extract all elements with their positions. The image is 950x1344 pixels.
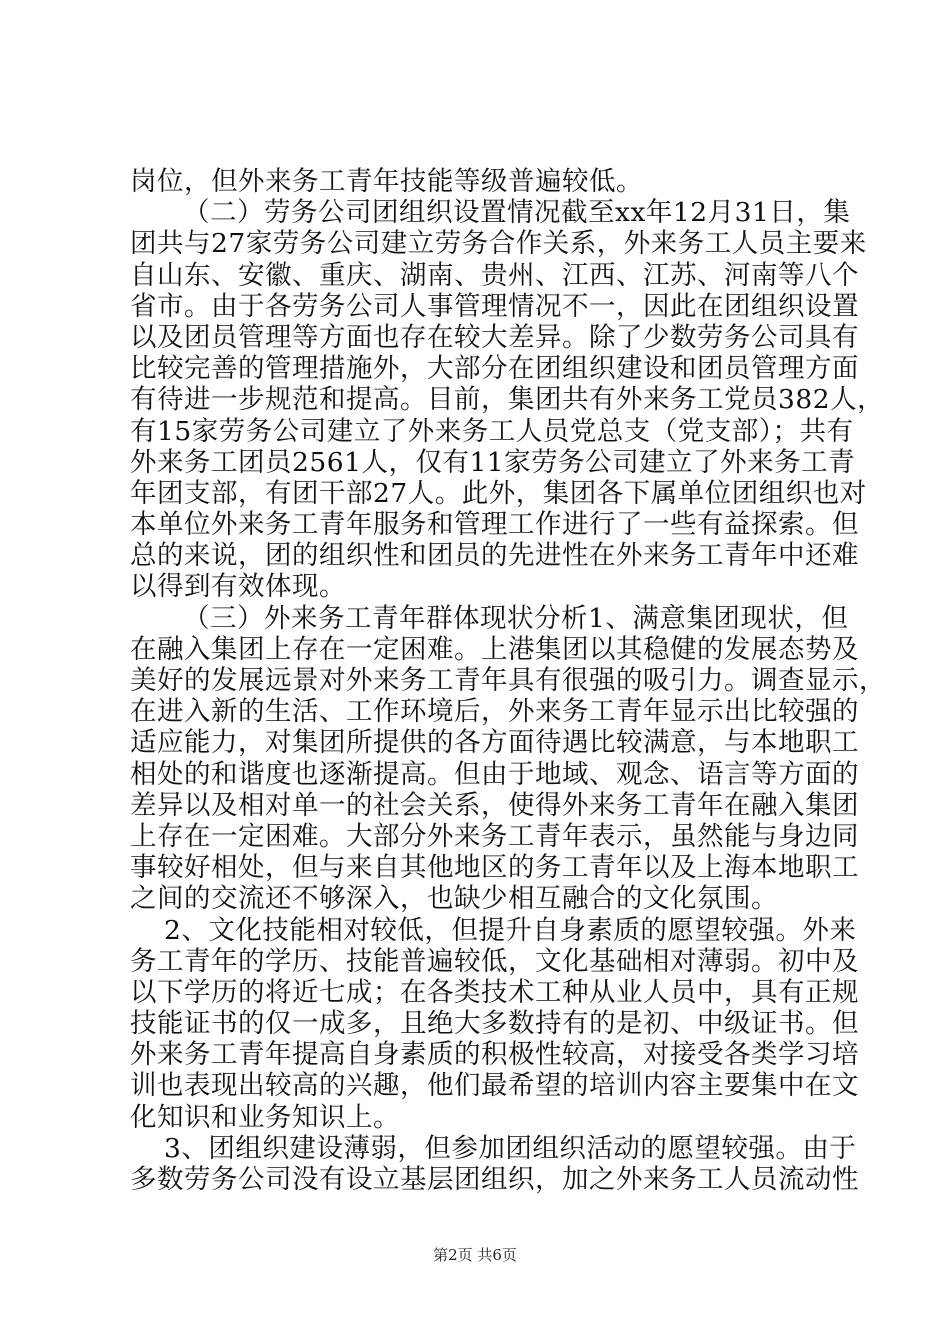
page-number-footer: 第2页 共6页	[433, 1246, 517, 1264]
text-line: 外来务工团员2561人，仅有11家劳务公司建立了外来务工青	[130, 447, 856, 478]
text-line: 之间的交流还不够深入，也缺少相互融合的文化氛围。	[130, 883, 778, 914]
text-line: 技能证书的仅一成多，且绝大多数持有的是初、中级证书。但	[130, 1008, 859, 1039]
text-line: 外来务工青年提高自身素质的积极性较高，对接受各类学习培	[130, 1039, 859, 1070]
text-line: 年团支部，有团干部27人。此外，集团各下属单位团组织也对	[130, 478, 867, 509]
text-line: 相处的和谐度也逐渐提高。但由于地域、观念、语言等方面的	[130, 759, 859, 790]
text-line: 以下学历的将近七成；在各类技术工种从业人员中，具有正规	[130, 977, 859, 1008]
text-line: 3、团组织建设薄弱，但参加团组织活动的愿望较强。由于	[164, 1133, 857, 1164]
text-line: 本单位外来务工青年服务和管理工作进行了一些有益探索。但	[130, 509, 859, 540]
text-line: 团共与27家劳务公司建立劳务合作关系，外来务工人员主要来	[130, 228, 867, 259]
text-line: 适应能力，对集团所提供的各方面待遇比较满意，与本地职工	[130, 727, 859, 758]
text-line: 岗位，但外来务工青年技能等级普遍较低。	[130, 166, 643, 197]
text-line: 在进入新的生活、工作环境后，外来务工青年显示出比较强的	[130, 696, 859, 727]
text-line: 训也表现出较高的兴趣，他们最希望的培训内容主要集中在文	[130, 1070, 859, 1101]
text-line: 自山东、安徽、重庆、湖南、贵州、江西、江苏、河南等八个	[130, 260, 859, 291]
text-line: 化知识和业务知识上。	[130, 1102, 400, 1133]
text-line: 在融入集团上存在一定困难。上港集团以其稳健的发展态势及	[130, 634, 859, 665]
text-line: 总的来说，团的组织性和团员的先进性在外来务工青年中还难	[130, 540, 859, 571]
text-line: 2、文化技能相对较低，但提升自身素质的愿望较强。外来	[164, 915, 857, 946]
text-line: 有15家劳务公司建立了外来务工人员党总支（党支部）；共有	[130, 416, 854, 447]
text-line: 多数劳务公司没有设立基层团组织，加之外来务工人员流动性	[130, 1164, 859, 1195]
text-line: 差异以及相对单一的社会关系，使得外来务工青年在融入集团	[130, 790, 859, 821]
text-line: 美好的发展远景对外来务工青年具有很强的吸引力。调查显示，	[130, 665, 886, 696]
text-line: （二）劳务公司团组织设置情况截至xx年12月31日，集	[183, 197, 851, 228]
text-line: 以及团员管理等方面也存在较大差异。除了少数劳务公司具有	[130, 322, 859, 353]
text-line: 有待进一步规范和提高。目前，集团共有外来务工党员382人，	[130, 384, 885, 415]
text-line: 省市。由于各劳务公司人事管理情况不一，因此在团组织设置	[130, 291, 859, 322]
text-line: （三）外来务工青年群体现状分析1、满意集团现状，但	[183, 603, 849, 634]
text-line: 事较好相处，但与来自其他地区的务工青年以及上海本地职工	[130, 852, 859, 883]
text-line: 务工青年的学历、技能普遍较低，文化基础相对薄弱。初中及	[130, 946, 859, 977]
text-line: 比较完善的管理措施外，大部分在团组织建设和团员管理方面	[130, 353, 859, 384]
text-line: 以得到有效体现。	[130, 571, 346, 602]
text-line: 上存在一定困难。大部分外来务工青年表示，虽然能与身边同	[130, 821, 859, 852]
